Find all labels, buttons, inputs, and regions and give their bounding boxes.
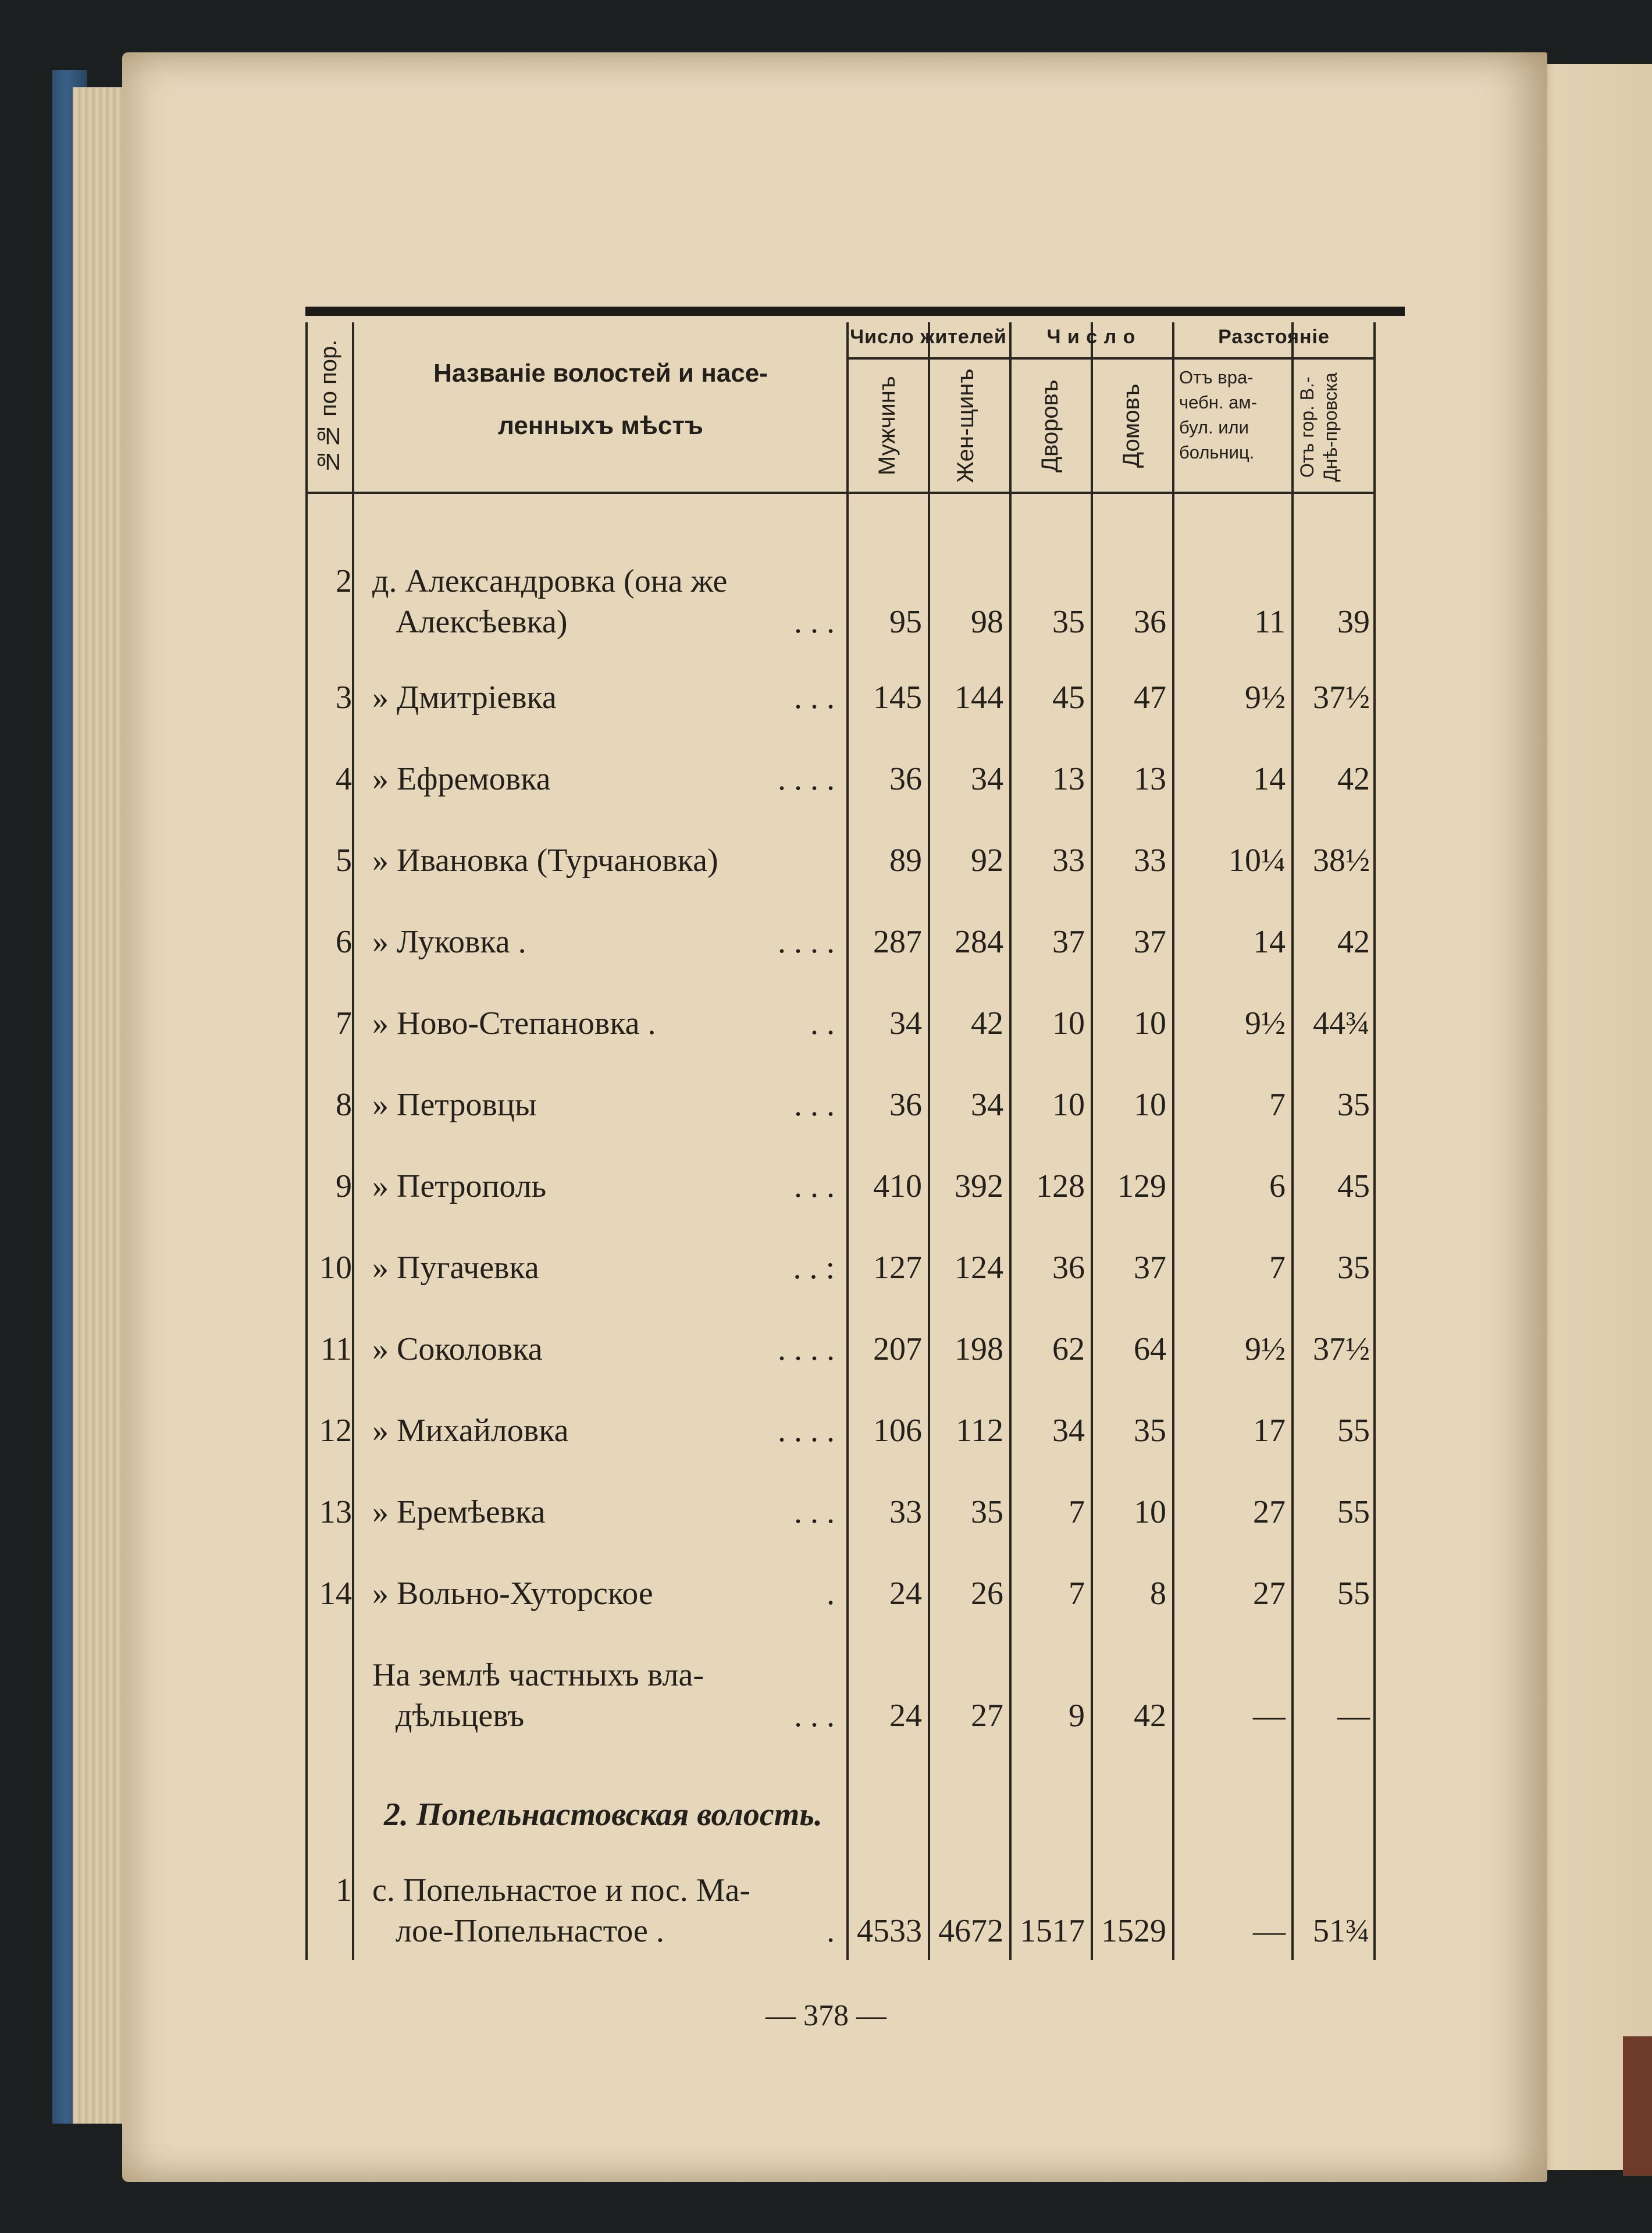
cell-yards: 7 [1069,1494,1085,1530]
header-group-count: Ч и с л о [1046,326,1136,348]
row-leader-dots: . . . [794,1698,835,1734]
cell-men: 207 [873,1331,922,1367]
cell-women: 284 [955,924,1003,960]
row-number: 10 [319,1250,352,1286]
cell-dist1: 27 [1253,1576,1286,1612]
cell-dist2: 37½ [1313,1331,1370,1367]
cell-dist1: 17 [1253,1413,1286,1449]
row-number: 12 [319,1413,352,1449]
cell-dist2: 55 [1337,1494,1370,1530]
row-name: » Михайловка [372,1413,569,1449]
cell-dist2: 51¾ [1313,1913,1370,1949]
row-number: 6 [336,924,352,960]
row-name: » Пугачевка [372,1250,539,1286]
row-name: » Вольно-Хуторское [372,1576,653,1612]
header-group-distance: Разстояніе [1218,326,1330,348]
header-distance-medical-2: чебн. ам- [1179,392,1258,413]
cell-dist2: 37½ [1313,680,1370,716]
cell-dist1: 10¼ [1229,842,1286,879]
cell-dist1: 27 [1253,1494,1286,1530]
row-leader-dots: . . . [794,1494,835,1530]
settlement-table [305,307,1376,1960]
header-yards: Дворовъ [1037,379,1063,472]
cell-women: 27 [971,1698,1003,1734]
cell-houses: 37 [1134,924,1166,960]
cell-dist1: 9½ [1245,1331,1286,1367]
cell-dist2: 35 [1337,1250,1370,1286]
cell-houses: 13 [1134,761,1166,797]
cell-men: 95 [889,604,922,640]
table-top-rule [305,307,1405,316]
cell-men: 410 [873,1168,922,1204]
cell-dist1: 14 [1253,924,1286,960]
cell-men: 34 [889,1005,922,1041]
cell-dist1: 6 [1269,1168,1286,1204]
row-name: » Петрополь [372,1168,547,1204]
cell-dist1: 9½ [1245,680,1286,716]
cell-dist1: 7 [1269,1250,1286,1286]
header-row-number: №№ по пор. [316,339,341,475]
cell-men: 24 [889,1576,922,1612]
cell-women: 112 [956,1413,1003,1449]
cell-women: 42 [971,1005,1003,1041]
cell-men: 89 [889,842,922,879]
cell-yards: 9 [1069,1698,1085,1734]
cell-houses: 10 [1134,1087,1166,1123]
row-number: 5 [336,842,352,879]
header-distance-city: Отъ гор. В.-Днѣ-провска [1297,372,1341,482]
cell-houses: 33 [1134,842,1166,879]
row-name: » Ивановка (Турчановка) [372,842,718,879]
row-name: » Соколовка [372,1331,543,1367]
row-leader-dots: . . : [793,1250,835,1286]
cell-women: 26 [971,1576,1003,1612]
cell-women: 198 [955,1331,1003,1367]
cell-men: 33 [889,1494,922,1530]
book-cover-corner [1623,2036,1652,2176]
cell-yards: 37 [1052,924,1085,960]
row-name-line2: лое-Попельнастое . [396,1913,664,1949]
cell-yards: 1517 [1020,1913,1085,1949]
cell-dist2: 55 [1337,1576,1370,1612]
cell-houses: 47 [1134,680,1166,716]
row-name-line1: с. Попельнастое и пос. Ма- [372,1872,751,1908]
cell-women: 392 [955,1168,1003,1204]
row-name: » Еремѣевка [372,1494,546,1530]
cell-houses: 1529 [1101,1913,1166,1949]
section-title: 2. Попельнастовская волость. [384,1797,823,1833]
row-leader-dots: . . . . [778,1413,835,1449]
cell-women: 124 [955,1250,1003,1286]
cell-dist2: 44¾ [1313,1005,1370,1041]
row-name-line2: Алексѣевка) [396,604,568,640]
cell-women: 92 [971,842,1003,879]
facing-page-edge [1530,64,1652,2170]
cell-yards: 10 [1052,1087,1085,1123]
row-leader-dots: . [827,1576,835,1612]
cell-houses: 37 [1134,1250,1166,1286]
row-leader-dots: . . . . [778,1331,835,1367]
cell-dist2: 35 [1337,1087,1370,1123]
cell-yards: 35 [1052,604,1085,640]
row-leader-dots: . . [810,1005,835,1041]
row-number: 4 [336,761,352,797]
cell-houses: 42 [1134,1698,1166,1734]
header-women: Жен-щинъ [953,368,978,483]
row-leader-dots: . [827,1913,835,1949]
cell-yards: 10 [1052,1005,1085,1041]
cell-dist2: 39 [1337,604,1370,640]
row-number: 14 [319,1576,352,1612]
cell-dist2: — [1337,1698,1370,1734]
row-name-line1: д. Александровка (она же [372,563,728,599]
cell-dist2: 45 [1337,1168,1370,1204]
header-men: Мужчинъ [874,376,900,476]
row-number: 7 [336,1005,352,1041]
cell-men: 36 [889,761,922,797]
cell-houses: 35 [1134,1413,1166,1449]
header-name-line1: Названіе волостей и насе- [433,359,768,387]
cell-women: 4672 [938,1913,1003,1949]
cell-men: 145 [873,680,922,716]
cell-dist2: 55 [1337,1413,1370,1449]
header-name-line2: ленныхъ мѣстъ [498,411,703,440]
table-divider [352,322,354,1960]
row-number: 13 [319,1494,352,1530]
cell-yards: 34 [1052,1413,1085,1449]
row-name: » Луковка . [372,924,526,960]
cell-women: 144 [955,680,1003,716]
table-divider [1373,322,1376,1960]
header-group-underline [846,357,1375,360]
header-distance-medical-1: Отъ вра- [1179,367,1254,387]
cell-dist1: — [1253,1698,1286,1734]
row-number: 2 [336,563,352,599]
cell-men: 127 [873,1250,922,1286]
cell-men: 106 [873,1413,922,1449]
cell-yards: 36 [1052,1250,1085,1286]
cell-men: 4533 [857,1913,922,1949]
cell-dist1: 14 [1253,761,1286,797]
cell-dist1: 11 [1254,604,1286,640]
row-number: 11 [321,1331,352,1367]
cell-yards: 13 [1052,761,1085,797]
row-name: » Ново-Степановка . [372,1005,656,1041]
header-distance-medical-4: больниц. [1179,442,1255,463]
cell-women: 35 [971,1494,1003,1530]
cell-dist1: 7 [1269,1087,1286,1123]
page-number: — 378 — [766,1999,886,2032]
cell-houses: 64 [1134,1331,1166,1367]
table-divider [1172,322,1174,1960]
cell-yards: 33 [1052,842,1085,879]
cell-men: 287 [873,924,922,960]
header-houses: Домовъ [1119,383,1144,468]
cell-women: 98 [971,604,1003,640]
cell-dist1: — [1253,1913,1286,1949]
row-leader-dots: . . . [794,1087,835,1123]
header-distance-medical-3: бул. или [1179,417,1249,438]
header-group-residents: Число жителей [850,326,1007,348]
row-name: » Ефремовка [372,761,551,797]
row-number: 1 [336,1872,352,1908]
row-leader-dots: . . . . [778,924,835,960]
cell-dist2: 38½ [1313,842,1370,879]
cell-yards: 128 [1036,1168,1085,1204]
cell-yards: 62 [1052,1331,1085,1367]
row-name: » Дмитріевка [372,680,557,716]
cell-dist1: 9½ [1245,1005,1286,1041]
cell-houses: 8 [1150,1576,1166,1612]
cell-men: 36 [889,1087,922,1123]
row-number: 9 [336,1168,352,1204]
row-name: » Петровцы [372,1087,537,1123]
row-number: 3 [336,680,352,716]
header-bottom-rule [305,492,1376,494]
row-name-line2: дѣльцевъ [396,1698,525,1734]
row-leader-dots: . . . [794,1168,835,1204]
cell-dist2: 42 [1337,924,1370,960]
cell-houses: 10 [1134,1005,1166,1041]
cell-women: 34 [971,1087,1003,1123]
row-leader-dots: . . . [794,680,835,716]
row-leader-dots: . . . . [778,761,835,797]
row-name-line1: На землѣ частныхъ вла- [372,1657,704,1693]
cell-dist2: 42 [1337,761,1370,797]
cell-houses: 129 [1117,1168,1166,1204]
cell-houses: 36 [1134,604,1166,640]
cell-houses: 10 [1134,1494,1166,1530]
row-number: 8 [336,1087,352,1123]
row-leader-dots: . . . [794,604,835,640]
cell-men: 24 [889,1698,922,1734]
cell-yards: 7 [1069,1576,1085,1612]
cell-yards: 45 [1052,680,1085,716]
cell-women: 34 [971,761,1003,797]
